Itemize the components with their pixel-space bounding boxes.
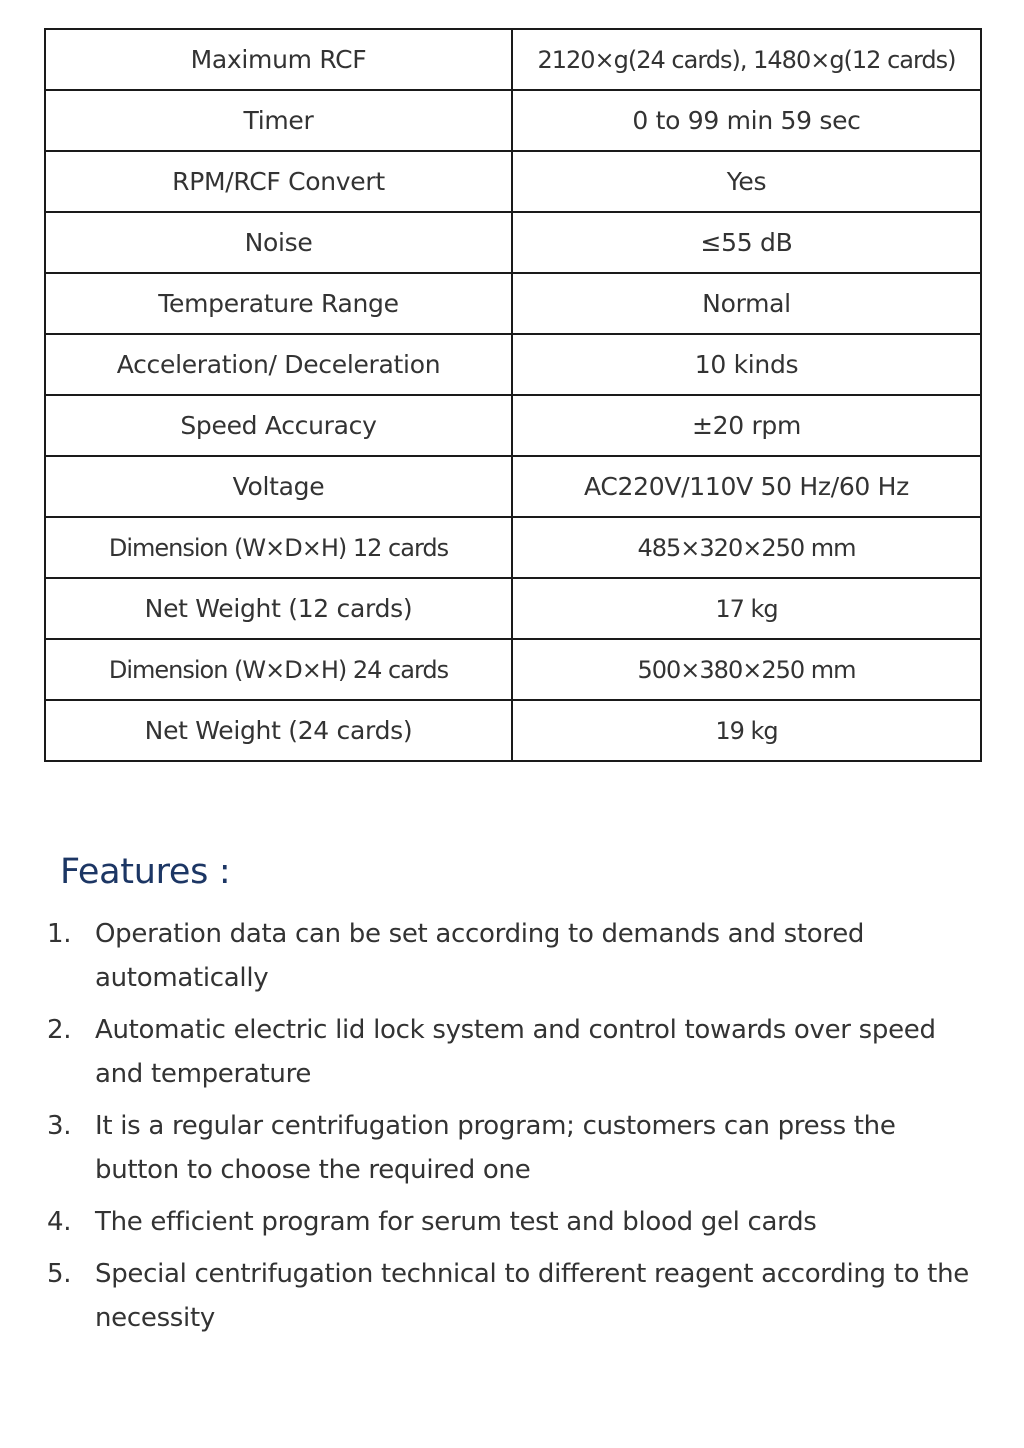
list-item [40,1008,980,1096]
spec-label: Dimension (W×D×H) 12 cards [45,517,512,578]
spec-value: 10 kinds [512,334,981,395]
list-item-number: 3. [47,1111,72,1141]
list-item-text: The efficient program for serum test and blood gel cards [95,1207,817,1237]
spec-label: Timer [45,90,512,151]
spec-label: Acceleration/ Deceleration [45,334,512,395]
list-item-number: 5. [47,1259,72,1289]
table-row [45,90,981,151]
spec-table [44,28,982,762]
spec-value: AC220V/110V 50 Hz/60 Hz [512,456,981,517]
list-item [40,1200,980,1244]
spec-value: Normal [512,273,981,334]
spec-label: Maximum RCF [45,29,512,90]
table-row [45,334,981,395]
table-row [45,151,981,212]
list-item-text: Automatic electric lid lock system and control towards over speed and temperature [95,1015,936,1089]
list-item-text: Operation data can be set according to demands and stored automatically [95,919,865,993]
spec-label: Voltage [45,456,512,517]
list-item-number: 1. [47,919,72,949]
spec-value: 19 kg [512,700,981,761]
table-row [45,212,981,273]
spec-value: ±20 rpm [512,395,981,456]
spec-label: Net Weight (12 cards) [45,578,512,639]
table-row [45,700,981,761]
table-row [45,273,981,334]
spec-value: 485×320×250 mm [512,517,981,578]
spec-value: 0 to 99 min 59 sec [512,90,981,151]
features-list [40,912,980,1348]
list-item-number: 4. [47,1207,72,1237]
spec-value: ≤55 dB [512,212,981,273]
spec-label: Net Weight (24 cards) [45,700,512,761]
spec-value: 500×380×250 mm [512,639,981,700]
list-item-text: Special centrifugation technical to different reagent according to the necessity [95,1259,969,1333]
spec-value: 2120×g(24 cards), 1480×g(12 cards) [512,29,981,90]
spec-label: Speed Accuracy [45,395,512,456]
table-row [45,395,981,456]
spec-value: 17 kg [512,578,981,639]
features-heading: Features : [60,852,231,892]
list-item [40,1252,980,1340]
spec-label: Noise [45,212,512,273]
list-item [40,1104,980,1192]
table-row [45,456,981,517]
list-item-text: It is a regular centrifugation program; customers can press the button to choose the required one [95,1111,896,1185]
table-row [45,517,981,578]
list-item-number: 2. [47,1015,72,1045]
spec-label: Dimension (W×D×H) 24 cards [45,639,512,700]
spec-value: Yes [512,151,981,212]
table-row [45,29,981,90]
table-row [45,578,981,639]
table-row [45,639,981,700]
spec-label: RPM/RCF Convert [45,151,512,212]
list-item [40,912,980,1000]
spec-label: Temperature Range [45,273,512,334]
